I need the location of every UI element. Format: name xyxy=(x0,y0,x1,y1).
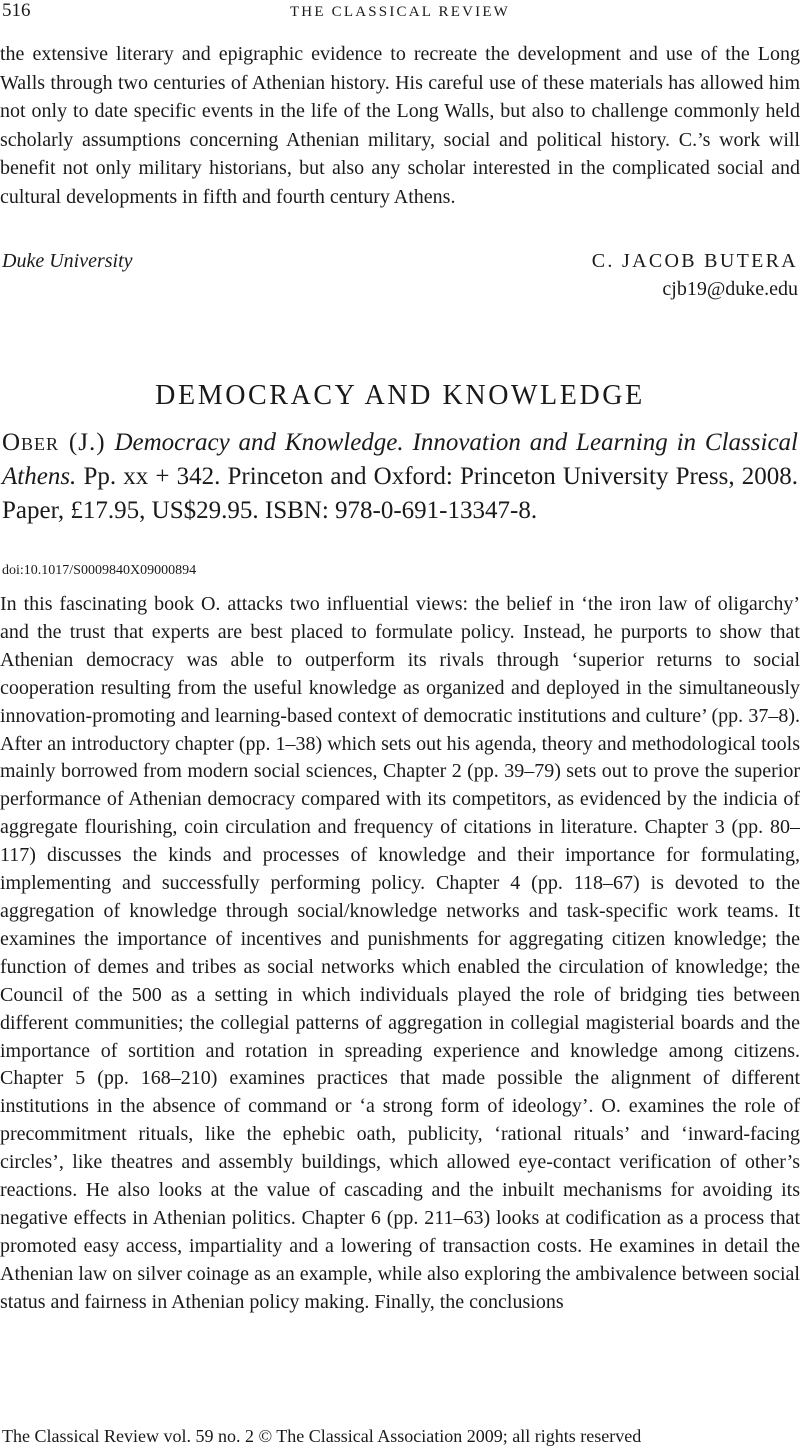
running-head xyxy=(0,0,800,24)
review-body-paragraph: In this fascinating book O. attacks two influential views: the belief in ‘the iron law of oligarchy’ and the trust that experts are best placed to formulate policy. Instead, he purports to show that Athenian democracy was able to outperform its rivals through ‘superior returns to social cooperation resulting from the useful knowledge as organized and deployed in the simultaneously innovation-promoting and learning-based context of democratic institutions and culture’ (pp. 37–8). After an introductory chapter (pp. 1–38) which sets out his agenda, theory and methodological tools mainly borrowed from modern social sciences, Chapter 2 (pp. 39–79) sets out to prove the superior performance of Athenian democracy compared with its competitors, as evidenced by the indicia of aggregate flourishing, coin circulation and frequency of citations in literature. Chapter 3 (pp. 80–117) discusses the kinds and processes of knowledge and their importance for formulating, implementing and successfully performing policy. Chapter 4 (pp. 118–67) is devoted to the aggregation of knowledge through social/knowledge networks and task-specific work teams. It examines the importance of incentives and punishments for aggregating citizen knowledge; the function of demes and tribes as social networks which enabled the circulation of knowledge; the Council of the 500 as a setting in which individuals played the role of bridging ties between different communities; the collegial patterns of aggregation in collegial magisterial boards and the importance of sortition and rotation in spreading experience and knowledge among citizens. Chapter 5 (pp. 168–210) examines practices that made possible the alignment of different institutions in the absence of command or ‘a strong form of ideology’. O. examines the role of precommitment rituals, like the ephebic oath, publicity, ‘rational rituals’ and ‘inward-facing circles’, like theatres and assembly buildings, which allowed eye-contact verification of other’s reactions. He also looks at the value of cascading and the inbuilt mechanisms for avoiding its negative effects in Athenian politics. Chapter 6 (pp. 211–63) looks at codification as a process that promoted easy access, impartiality and a lowering of transaction costs. He examines in detail the Athenian law on silver coinage as an example, while also exploring the ambivalence between social status and fairness in Athenian policy making. Finally, the conclusions xyxy=(0,593,800,1313)
citation-author: Ober (J.) xyxy=(2,429,106,456)
review-title: DEMOCRACY AND KNOWLEDGE xyxy=(155,380,645,411)
page-number: 516 xyxy=(2,0,31,21)
reviewer-email: cjb19@duke.edu xyxy=(662,278,798,300)
book-citation xyxy=(2,426,798,528)
citation-book-title: Democracy and Knowledge. Innovation and Learning in Classical Athens. xyxy=(2,429,798,490)
citation-details: Pp. xx + 342. Princeton and Oxford: Princeton University Press, 2008. Paper, £17.95, US$29.95. ISBN: 978-0-691-13347-8. xyxy=(2,463,799,524)
reviewer-affiliation: Duke University xyxy=(2,250,133,272)
doi: doi:10.1017/S0009840X09000894 xyxy=(2,563,197,578)
journal-running-title: THE CLASSICAL REVIEW xyxy=(289,4,511,20)
reviewer-signature xyxy=(0,247,800,305)
reviewer-name: C. JACOB BUTERA xyxy=(591,250,798,272)
copyright-footer: The Classical Review vol. 59 no. 2 © The Classical Association 2009; all rights reserved xyxy=(2,1426,642,1446)
previous-review-paragraph: the extensive literary and epigraphic evidence to recreate the development and use of the Long Walls through two centuries of Athenian history. His careful use of these materials has allowed him not only to date specific events in the life of the Long Walls, but also to challenge commonly held scholarly assumptions concerning Athenian military, social and political history. C.’s work will benefit not only military historians, but also any scholar interested in the complicated social and cultural developments in fifth and fourth century Athens. xyxy=(0,43,800,208)
